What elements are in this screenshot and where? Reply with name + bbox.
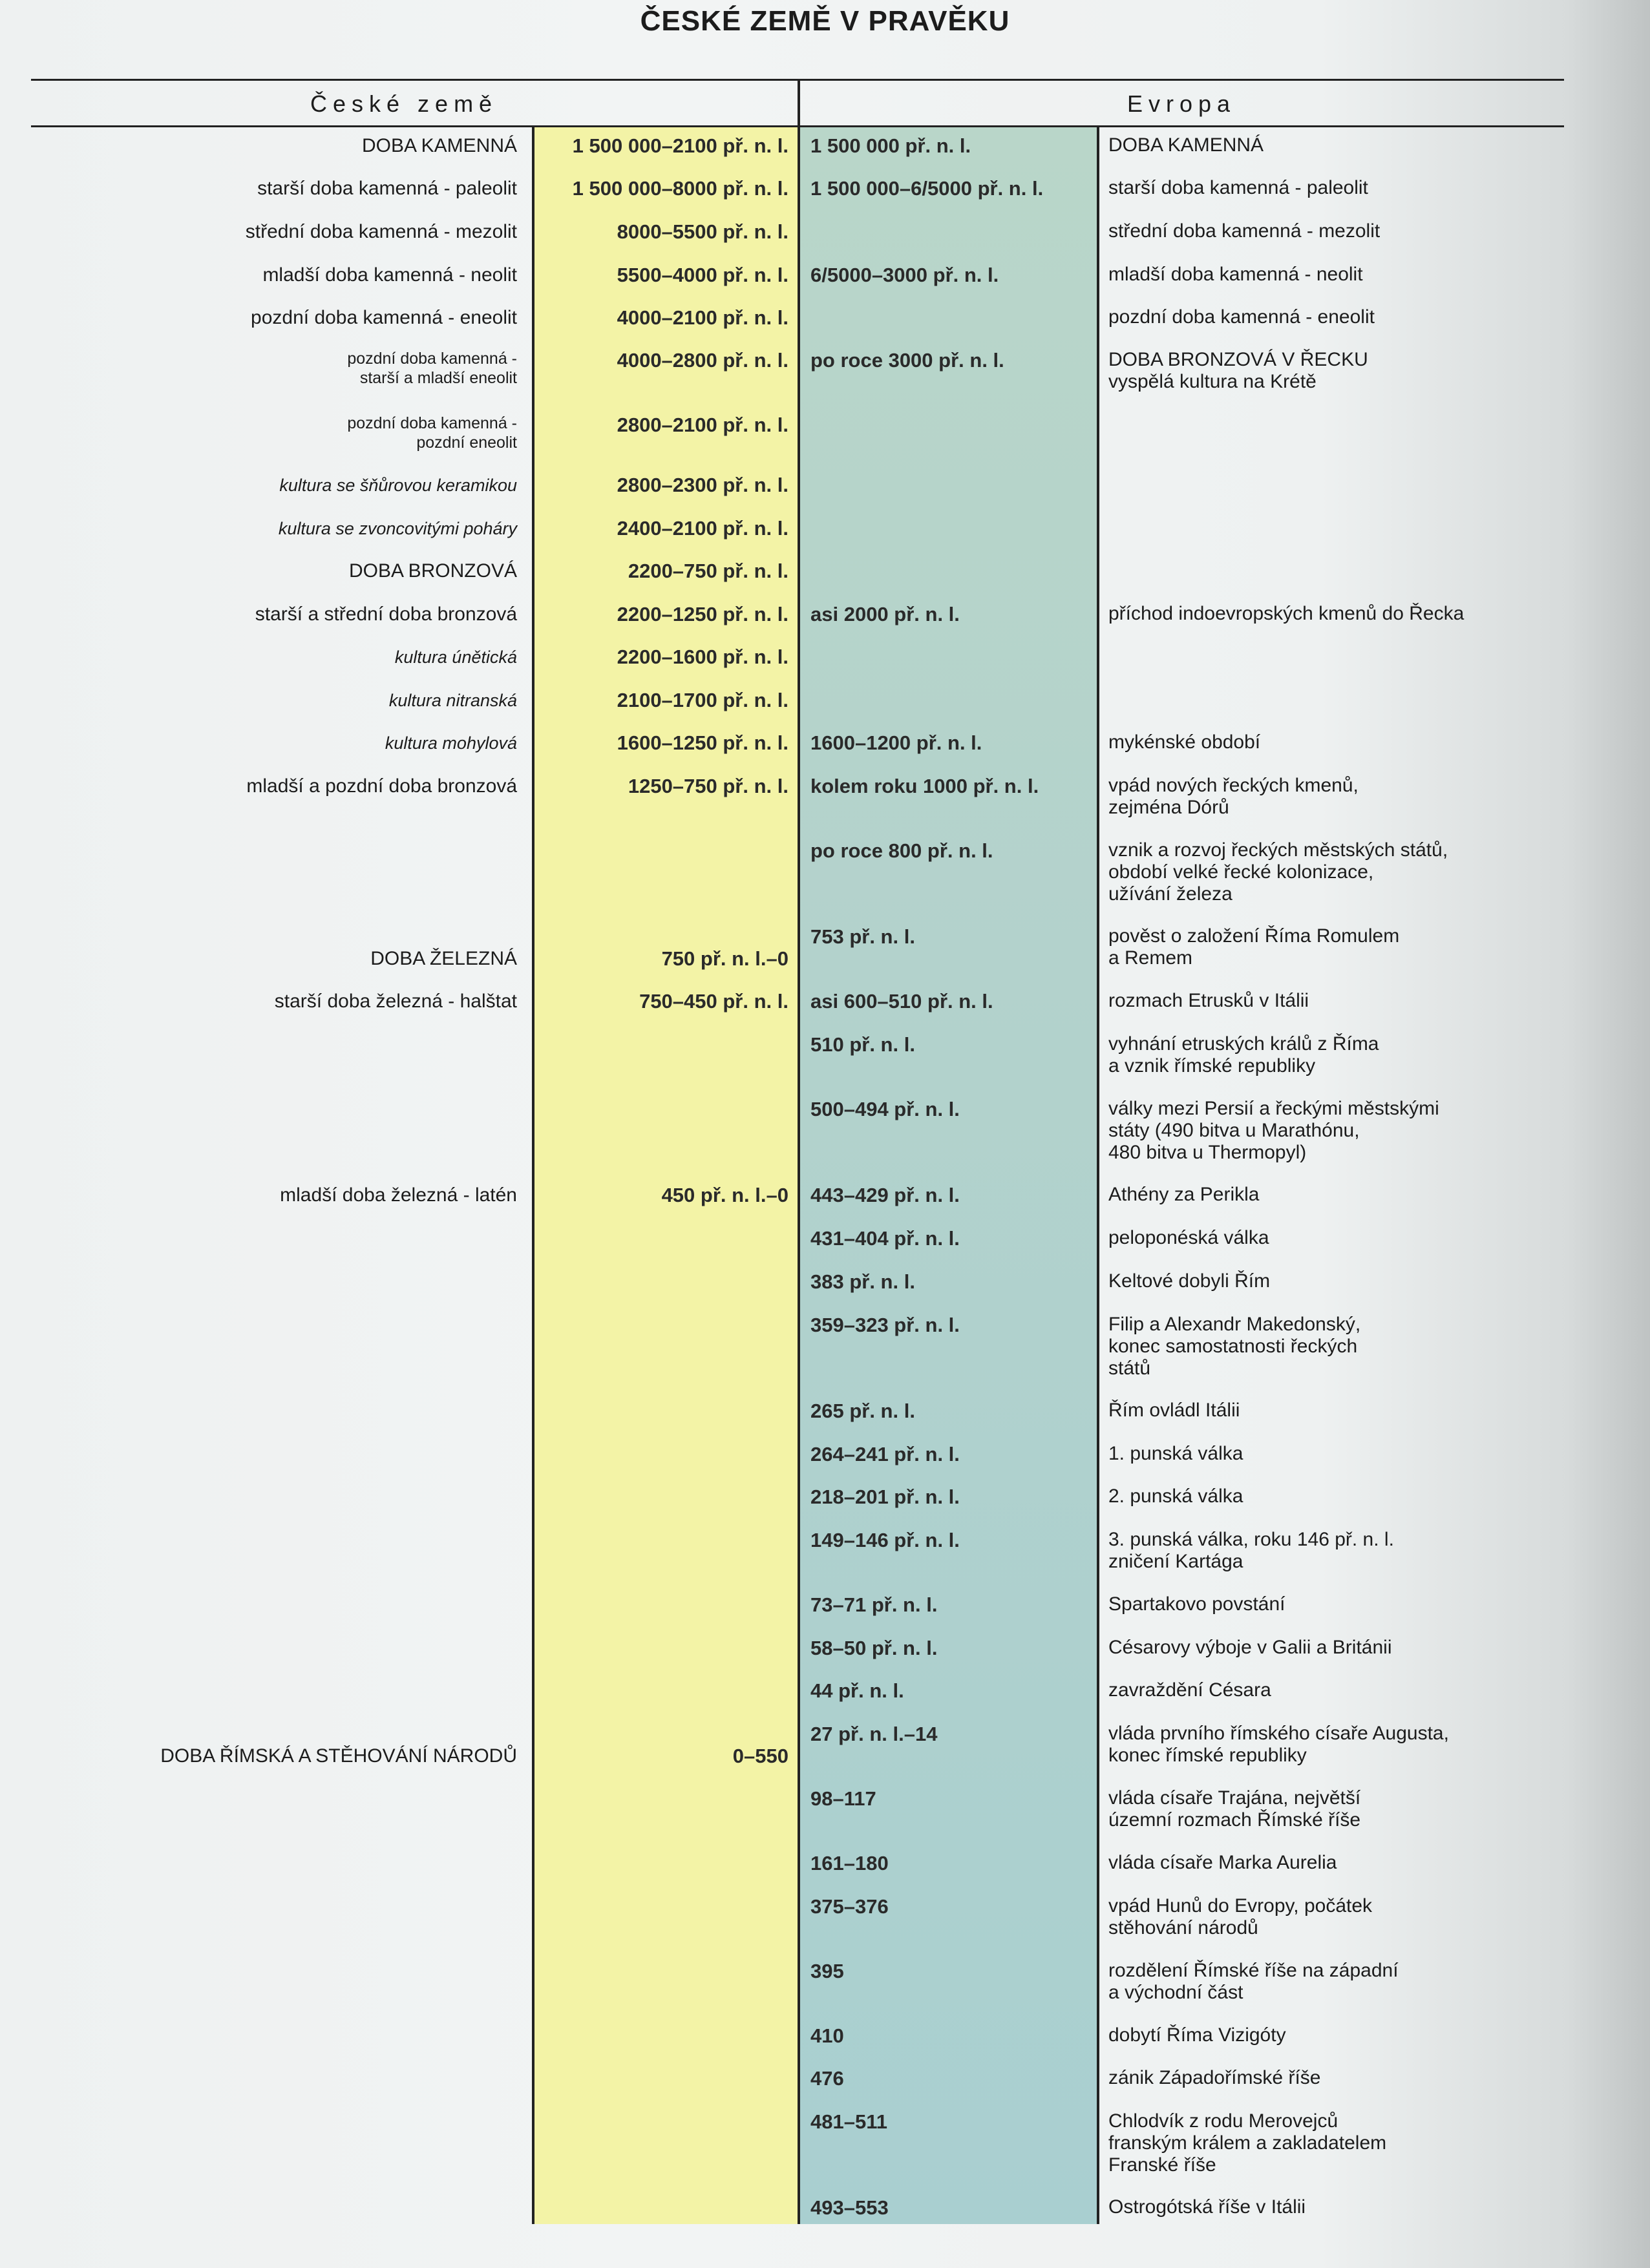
czech-period-dates: 2200–750 př. n. l. <box>628 560 788 582</box>
czech-period-dates: 1250–750 př. n. l. <box>628 775 788 797</box>
europe-event-text: rozdělení Římské říše na západní a východní část <box>1108 1960 1399 2003</box>
czech-period-dates: 750 př. n. l.–0 <box>661 947 788 970</box>
czech-period-label: mladší doba kamenná - neolit <box>262 264 517 286</box>
czech-period-label: kultura únětická <box>394 647 517 667</box>
czech-period-dates: 2400–2100 př. n. l. <box>617 517 788 540</box>
europe-event-date: 218–201 př. n. l. <box>810 1486 960 1508</box>
europe-event-text: Spartakovo povstání <box>1108 1593 1285 1615</box>
europe-event-date: 510 př. n. l. <box>810 1033 915 1056</box>
europe-event-text: mykénské období <box>1108 731 1261 753</box>
europe-event-text: dobytí Říma Vizigóty <box>1108 2024 1286 2046</box>
europe-event-date: 265 př. n. l. <box>810 1400 915 1422</box>
czech-dates-column-band <box>534 127 799 2224</box>
europe-event-text: pozdní doba kamenná - eneolit <box>1108 306 1375 328</box>
czech-period-label: kultura se zvoncovitými poháry <box>278 519 517 538</box>
czech-period-label: starší doba železná - halštat <box>274 991 517 1012</box>
czech-period-label: starší a střední doba bronzová <box>255 604 517 625</box>
europe-event-text: vpád nových řeckých kmenů, zejména Dórů <box>1108 775 1359 818</box>
europe-event-text: Chlodvík z rodu Merovejců franským králem a zakladatelem Franské říše <box>1108 2110 1387 2176</box>
europe-event-date: 161–180 <box>810 1852 889 1874</box>
czech-period-dates: 4000–2100 př. n. l. <box>617 306 788 329</box>
europe-event-text: příchod indoevropských kmenů do Řecka <box>1108 603 1465 624</box>
czech-period-dates: 4000–2800 př. n. l. <box>617 349 788 372</box>
europe-event-text: Athény za Perikla <box>1108 1184 1260 1205</box>
europe-event-text: Césarovy výboje v Galii a Británii <box>1108 1637 1392 1658</box>
column-divider-right <box>1097 127 1099 2224</box>
europe-event-date: asi 600–510 př. n. l. <box>810 990 993 1013</box>
europe-event-text: DOBA BRONZOVÁ V ŘECKU vyspělá kultura na Krétě <box>1108 349 1368 392</box>
europe-event-date: 27 př. n. l.–14 <box>810 1723 938 1745</box>
column-divider-left <box>532 127 534 2224</box>
europe-event-date: 98–117 <box>810 1787 876 1810</box>
europe-event-text: zánik Západořímské říše <box>1108 2067 1321 2088</box>
europe-event-date: 493–553 <box>810 2196 889 2219</box>
czech-period-label: kultura nitranská <box>388 691 517 710</box>
czech-period-label: mladší doba železná - latén <box>280 1184 517 1206</box>
europe-event-text: Řím ovládl Itálii <box>1108 1400 1240 1421</box>
europe-event-date: 58–50 př. n. l. <box>810 1637 938 1659</box>
europe-event-text: vyhnání etruských králů z Říma a vznik římské republiky <box>1108 1033 1379 1076</box>
europe-event-date: 1 500 000 př. n. l. <box>810 134 971 157</box>
czech-period-dates: 2800–2100 př. n. l. <box>617 414 788 436</box>
europe-event-text: Filip a Alexandr Makedonský, konec samostatnosti řeckých států <box>1108 1314 1361 1379</box>
czech-period-label: pozdní doba kamenná - eneolit <box>251 307 517 328</box>
europe-event-text: peloponéská válka <box>1108 1227 1269 1248</box>
czech-period-dates: 450 př. n. l.–0 <box>661 1184 788 1206</box>
europe-event-text: 3. punská válka, roku 146 př. n. l. zničení Kartága <box>1108 1529 1394 1572</box>
europe-event-date: kolem roku 1000 př. n. l. <box>810 775 1039 797</box>
europe-event-text: vláda císaře Marka Aurelia <box>1108 1852 1337 1873</box>
czech-period-dates: 0–550 <box>732 1745 788 1767</box>
czech-period-label: DOBA ŽELEZNÁ <box>370 948 517 969</box>
czech-period-dates: 2800–2300 př. n. l. <box>617 474 788 496</box>
europe-event-date: 149–146 př. n. l. <box>810 1529 960 1551</box>
europe-event-date: po roce 3000 př. n. l. <box>810 349 1004 372</box>
europe-event-text: 1. punská válka <box>1108 1443 1243 1464</box>
czech-period-label: pozdní doba kamenná - starší a mladší eneolit <box>347 350 517 387</box>
czech-period-dates: 2200–1600 př. n. l. <box>617 646 788 668</box>
europe-event-date: 1600–1200 př. n. l. <box>810 731 982 754</box>
europe-event-text: vpád Hunů do Evropy, počátek stěhování národů <box>1108 1895 1373 1938</box>
czech-period-label: střední doba kamenná - mezolit <box>245 221 517 242</box>
europe-event-text: Ostrogótská říše v Itálii <box>1108 2196 1306 2218</box>
europe-event-date: 44 př. n. l. <box>810 1679 904 1702</box>
europe-event-text: 2. punská válka <box>1108 1486 1243 1507</box>
czech-period-dates: 2200–1250 př. n. l. <box>617 603 788 625</box>
czech-period-label: kultura se šňůrovou keramikou <box>279 476 517 495</box>
europe-event-date: 443–429 př. n. l. <box>810 1184 960 1206</box>
czech-period-dates: 1600–1250 př. n. l. <box>617 731 788 754</box>
europe-event-text: střední doba kamenná - mezolit <box>1108 220 1380 242</box>
header-czech-lands: České země <box>310 90 498 117</box>
europe-event-text: vláda prvního římského císaře Augusta, konec římské republiky <box>1108 1723 1449 1766</box>
czech-period-label: DOBA ŘÍMSKÁ A STĚHOVÁNÍ NÁRODŮ <box>160 1745 517 1767</box>
czech-period-dates: 1 500 000–8000 př. n. l. <box>572 177 788 200</box>
czech-period-label: DOBA BRONZOVÁ <box>348 560 517 582</box>
czech-period-label: pozdní doba kamenná - pozdní eneolit <box>347 414 517 452</box>
europe-event-date: 500–494 př. n. l. <box>810 1098 960 1120</box>
europe-event-text: Keltové dobyli Řím <box>1108 1270 1271 1292</box>
europe-event-text: mladší doba kamenná - neolit <box>1108 264 1363 285</box>
czech-period-dates: 2100–1700 př. n. l. <box>617 689 788 711</box>
czech-period-dates: 8000–5500 př. n. l. <box>617 220 788 243</box>
europe-event-date: 753 př. n. l. <box>810 925 915 948</box>
europe-event-date: 476 <box>810 2067 844 2090</box>
europe-event-date: 410 <box>810 2024 844 2047</box>
czech-period-label: DOBA KAMENNÁ <box>361 135 517 156</box>
europe-event-date: 375–376 <box>810 1895 889 1918</box>
column-divider-center <box>798 80 800 2224</box>
europe-event-date: 481–511 <box>810 2110 887 2133</box>
europe-event-text: války mezi Persií a řeckými městskými státy (490 bitva u Marathónu, 480 bitva u Thermopyl) <box>1108 1098 1439 1163</box>
czech-period-dates: 1 500 000–2100 př. n. l. <box>572 134 788 157</box>
europe-event-text: rozmach Etrusků v Itálii <box>1108 990 1309 1011</box>
czech-period-dates: 750–450 př. n. l. <box>639 990 788 1013</box>
europe-event-date: asi 2000 př. n. l. <box>810 603 960 625</box>
europe-event-text: starší doba kamenná - paleolit <box>1108 177 1368 198</box>
europe-event-date: 1 500 000–6/5000 př. n. l. <box>810 177 1044 200</box>
czech-period-label: mladší a pozdní doba bronzová <box>246 775 517 797</box>
europe-event-text: pověst o založení Říma Romulem a Remem <box>1108 925 1400 969</box>
europe-event-date: 383 př. n. l. <box>810 1270 915 1293</box>
czech-period-label: kultura mohylová <box>385 733 517 753</box>
europe-event-date: 73–71 př. n. l. <box>810 1593 938 1616</box>
europe-event-date: 264–241 př. n. l. <box>810 1443 960 1465</box>
czech-period-label: starší doba kamenná - paleolit <box>257 178 517 199</box>
europe-event-date: po roce 800 př. n. l. <box>810 839 993 862</box>
europe-event-date: 431–404 př. n. l. <box>810 1227 960 1250</box>
europe-event-text: DOBA KAMENNÁ <box>1108 134 1264 156</box>
europe-event-text: vznik a rozvoj řeckých městských států, období velké řecké kolonizace, užívání železa <box>1108 839 1448 905</box>
page-title: ČESKÉ ZEMĚ V PRAVĚKU <box>640 5 1010 37</box>
europe-event-text: vláda císaře Trajána, největší územní rozmach Římské říše <box>1108 1787 1361 1831</box>
europe-event-date: 6/5000–3000 př. n. l. <box>810 264 999 286</box>
europe-event-date: 359–323 př. n. l. <box>810 1314 960 1336</box>
europe-event-text: zavraždění Césara <box>1108 1679 1271 1701</box>
header-europe: Evropa <box>1127 90 1236 117</box>
europe-event-date: 395 <box>810 1960 844 1982</box>
czech-period-dates: 5500–4000 př. n. l. <box>617 264 788 286</box>
